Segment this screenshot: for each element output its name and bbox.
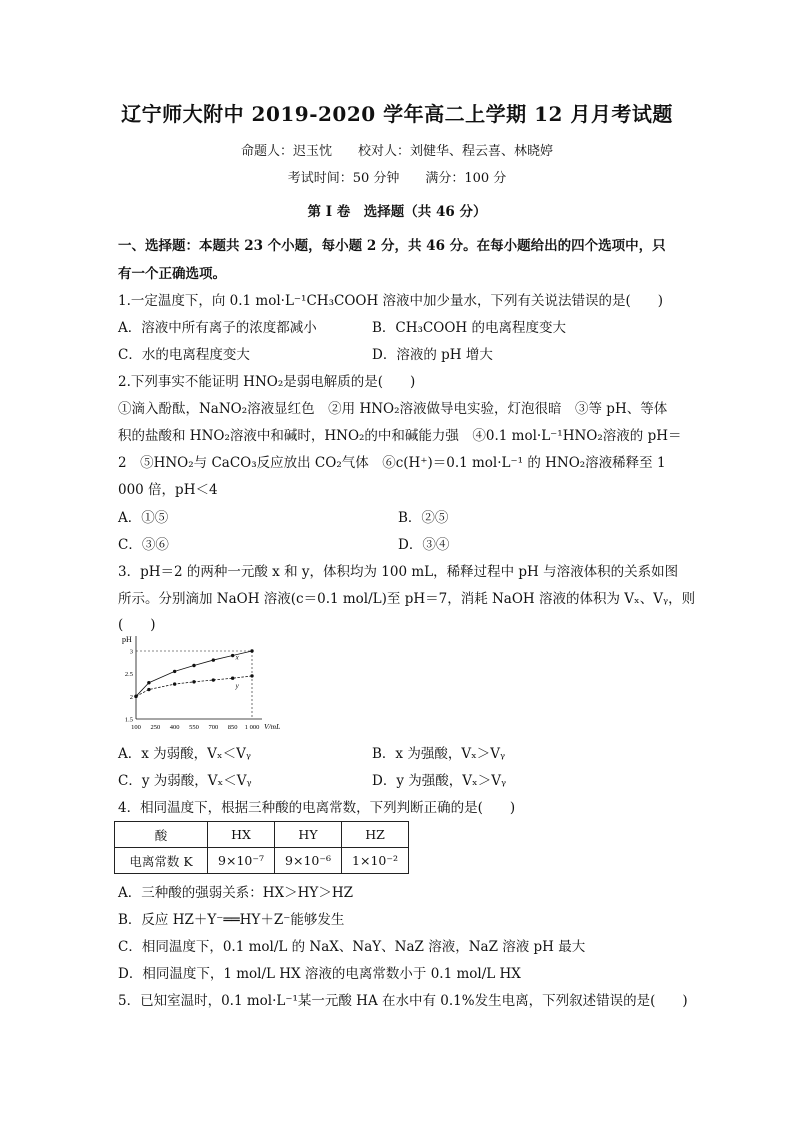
series-y-point <box>173 682 176 685</box>
series-x-point <box>192 664 195 667</box>
q3-line-2: 所示。分别滴加 NaOH 溶液(c＝0.1 mol/L)至 pH＝7，消耗 NaOH 溶液的体积为 Vₓ、Vᵧ，则 <box>118 591 696 607</box>
x-tick-label: 400 <box>169 724 180 731</box>
x-tick-label: 1 000 <box>244 724 260 731</box>
series-y-point <box>192 680 195 683</box>
table-header-cell: 酸 <box>115 822 208 848</box>
q4-option-c: C．相同温度下，0.1 mol/L 的 NaX、NaY、NaZ 溶液，NaZ 溶液 pH 最大 <box>118 939 586 955</box>
series-y-point <box>134 695 137 698</box>
table-row-label: 电离常数 K <box>115 848 208 874</box>
table-header-row <box>115 822 409 848</box>
q5-stem: 5．已知室温时，0.1 mol·L⁻¹某一元酸 HA 在水中有 0.1%发生电离，下列叙述错误的是( ) <box>118 993 688 1009</box>
ionization-constant-table <box>114 821 409 874</box>
q2-option-a: A．①⑤ <box>118 510 169 526</box>
series-x-point <box>250 649 253 652</box>
q1-stem: 1.一定温度下，向 0.1 mol·L⁻¹CH₃COOH 溶液中加少量水，下列有关说法错误的是( ) <box>118 293 664 309</box>
series-y-point <box>147 688 150 691</box>
table-cell: 9×10⁻⁷ <box>208 848 275 874</box>
q2-line-4: 000 倍，pH＜4 <box>118 482 218 498</box>
series-y-label: y <box>235 682 239 691</box>
instructions-line-1: 一、选择题：本题共 23 个小题，每小题 2 分，共 46 分。在每小题给出的四个选项中，只 <box>118 238 666 254</box>
x-tick-label: 100 <box>131 724 141 731</box>
q1-option-d: D．溶液的 pH 增大 <box>372 347 493 363</box>
series-x-line <box>136 651 252 696</box>
series-y-point <box>212 678 215 681</box>
table-row <box>115 848 409 874</box>
instructions-line-2: 有一个正确选项。 <box>118 266 226 282</box>
x-tick-label: 250 <box>150 724 161 731</box>
table-header-cell: HX <box>208 822 275 848</box>
q2-option-d: D．③④ <box>398 537 450 553</box>
q2-line-1: ①滴入酚酞，NaNO₂溶液显红色 ②用 HNO₂溶液做导电实验，灯泡很暗 ③等 pH、等体 <box>118 401 668 417</box>
x-tick-label: 850 <box>227 724 238 731</box>
series-x-point <box>212 658 215 661</box>
x-axis-label: V/mL <box>264 722 281 731</box>
table-header-cell: HZ <box>342 822 409 848</box>
q3-option-c: C．y 为弱酸，Vₓ＜Vᵧ <box>118 773 252 789</box>
q4-option-b: B．反应 HZ＋Y⁻══HY＋Z⁻能够发生 <box>118 912 345 928</box>
q1-option-b: B．CH₃COOH 的电离程度变大 <box>372 320 566 336</box>
q2-stem: 2.下列事实不能证明 HNO₂是弱电解质的是( ) <box>118 374 416 390</box>
table-header-cell: HY <box>275 822 342 848</box>
q4-option-a: A．三种酸的强弱关系：HX＞HY＞HZ <box>118 885 353 901</box>
section-title: 第 Ⅰ 卷 选择题（共 46 分） <box>307 204 487 220</box>
y-tick-label: 2 <box>129 693 133 701</box>
y-tick-label: 2.5 <box>124 671 133 679</box>
table-cell: 1×10⁻² <box>342 848 409 874</box>
series-x-point <box>173 670 176 673</box>
exam-authors: 命题人：迟玉忱 校对人：刘健华、程云喜、林晓婷 <box>240 144 553 159</box>
q3-option-b: B．x 为强酸，Vₓ＞Vᵧ <box>372 746 506 762</box>
series-y-line <box>136 676 252 696</box>
y-axis-label: pH <box>122 635 132 644</box>
q4-option-d: D．相同温度下，1 mol/L HX 溶液的电离常数小于 0.1 mol/L HX <box>118 966 521 982</box>
series-y-point <box>250 674 253 677</box>
table-cell: 9×10⁻⁶ <box>275 848 342 874</box>
x-tick-label: 550 <box>189 724 199 731</box>
y-tick-label: 1.5 <box>124 716 133 724</box>
q3-line-1: 3．pH＝2 的两种一元酸 x 和 y，体积均为 100 mL，稀释过程中 pH 与溶液体积的关系如图 <box>118 564 679 580</box>
y-tick-label: 3 <box>129 648 133 656</box>
x-tick-label: 700 <box>208 724 219 731</box>
q2-line-3: 2 ⑤HNO₂与 CaCO₃反应放出 CO₂气体 ⑥c(H⁺)＝0.1 mol·L⁻¹ 的 HNO₂溶液稀释至 1 <box>118 455 666 471</box>
series-x-point <box>231 654 234 657</box>
q4-stem: 4．相同温度下，根据三种酸的电离常数，下列判断正确的是( ) <box>118 800 516 816</box>
q2-line-2: 积的盐酸和 HNO₂溶液中和碱时，HNO₂的中和碱能力强 ④0.1 mol·L⁻¹HNO₂溶液的 pH＝ <box>118 428 682 444</box>
q3-option-d: D．y 为强酸，Vₓ＞Vᵧ <box>372 773 507 789</box>
q3-line-3: ( ) <box>118 617 156 633</box>
series-x-label: x <box>235 653 239 662</box>
exam-title: 辽宁师大附中 2019-2020 学年高二上学期 12 月月考试题 <box>121 102 673 126</box>
q2-option-b: B．②⑤ <box>398 510 449 526</box>
q1-option-c: C．水的电离程度变大 <box>118 347 250 363</box>
series-y-point <box>231 677 234 680</box>
exam-time-score: 考试时间：50 分钟 满分：100 分 <box>287 171 507 186</box>
q1-option-a: A．溶液中所有离子的浓度都减小 <box>118 320 317 336</box>
q2-option-c: C．③⑥ <box>118 537 169 553</box>
q3-option-a: A．x 为弱酸，Vₓ＜Vᵧ <box>118 746 251 762</box>
ph-volume-chart <box>112 632 292 736</box>
series-x-point <box>147 681 150 684</box>
